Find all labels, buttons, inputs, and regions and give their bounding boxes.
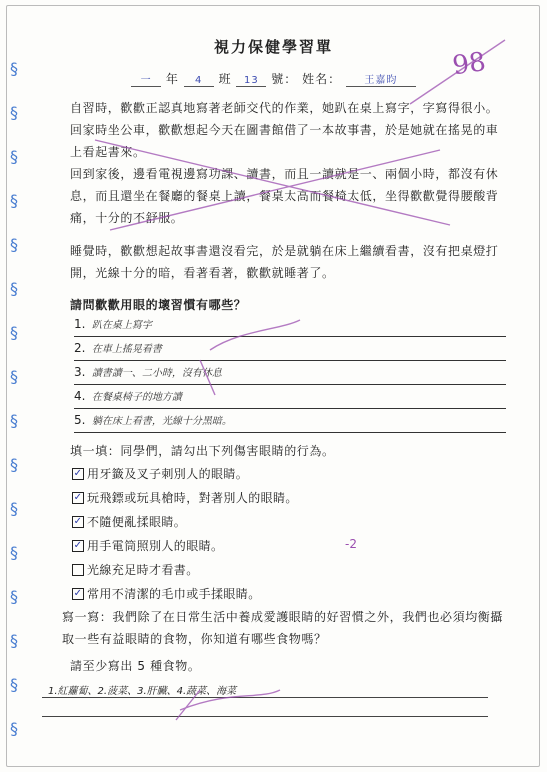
check-item-4: ✓ 用手電筒照別人的眼睛。	[73, 539, 224, 553]
checkbox-2: ✓	[73, 491, 83, 503]
spiral-ring-icon: §	[10, 719, 18, 738]
seat-label: 號：	[271, 72, 298, 86]
check-item-5: 光線充足時才看書。	[72, 561, 199, 578]
margin-deduction: -2	[345, 537, 357, 551]
section-3-label: 寫一寫：我們除了在日常生活中養成愛護眼睛的好習慣之外，我們也必須均衡攝取一些有益眼睛的食物，你知道有哪些食物嗎？	[62, 610, 504, 646]
spiral-ring-icon: §	[10, 587, 18, 606]
spiral-ring-icon: §	[10, 543, 18, 562]
answer-row-5: 5. 躺在床上看書，光線十分黑暗。	[74, 412, 506, 433]
cross-stroke-2	[110, 150, 440, 230]
worksheet-title: 視力保健學習單	[213, 38, 333, 56]
food-answer: 1.紅蘿蔔、2.菠菜、3.肝臟、4.蔬菜、海菜	[48, 686, 237, 697]
section-2-label: 填一填：同學們，請勾出下列傷害眼睛的行為。	[70, 444, 335, 458]
answer-row-3: 3. 讀書讀一、二小時，沒有休息	[74, 364, 506, 385]
checkbox-4: ✓	[73, 539, 83, 551]
seat-value: 13	[236, 75, 266, 87]
spiral-ring-icon: §	[10, 367, 18, 386]
spiral-ring-icon: §	[10, 147, 18, 166]
cross-stroke-1	[95, 140, 450, 225]
spiral-ring-icon: §	[10, 59, 18, 78]
checkbox-6: ✓	[73, 587, 83, 599]
class-value: 4	[184, 75, 214, 87]
answer-row-2: 2. 在車上搖晃看書	[74, 340, 506, 361]
check-item-1: ✓ 用牙籤及叉子刺別人的眼睛。	[73, 467, 249, 481]
spiral-ring-icon: §	[10, 103, 18, 122]
story-paragraph-1: 自習時，歡歡正認真地寫著老師交代的作業，她趴在桌上寫字，字寫得很小。回家時坐公車，歡歡想起今天在圖書館借了一本故事書，於是她就在搖晃的車上看起書來。	[70, 101, 499, 159]
grade-label: 年	[165, 72, 179, 86]
spiral-ring-icon: §	[10, 631, 18, 650]
spiral-ring-icon: §	[10, 279, 18, 298]
name-label: 姓名：	[302, 72, 342, 86]
checkbox-1: ✓	[73, 467, 83, 479]
spiral-ring-icon: §	[10, 675, 18, 694]
checkbox-3: ✓	[73, 515, 83, 527]
spiral-ring-icon: §	[10, 323, 18, 342]
answer-row-1: 1. 趴在桌上寫字	[74, 316, 506, 337]
question-1-label: 請問歡歡用眼的壞習慣有哪些？	[70, 298, 247, 312]
spiral-ring-icon: §	[10, 499, 18, 518]
grade-score: 98	[450, 47, 488, 82]
story-paragraph-2: 回到家後，邊看電視邊寫功課、讀書，而且一讀就是一、兩個小時，都沒有休息，而且還坐在餐廳的餐桌上讀，餐桌太高而餐椅太低，坐得歡歡覺得腰酸背痛，十分的不舒服。	[70, 167, 499, 225]
check-item-6: ✓ 常用不清潔的毛巾或手揉眼睛。	[73, 587, 261, 601]
name-value: 王嘉昀	[346, 71, 416, 87]
check-item-2: ✓ 玩飛鏢或玩具槍時，對著別人的眼睛。	[73, 491, 298, 505]
class-label: 班	[218, 72, 232, 86]
story-paragraph-3: 睡覺時，歡歡想起故事書還沒看完，於是就躺在床上繼續看書，沒有把桌燈打開，光線十分的暗，看著看著，歡歡就睡著了。	[70, 244, 499, 280]
answer-row-4: 4. 在餐桌椅子的地方讀	[74, 388, 506, 409]
check-item-3: ✓ 不隨便亂揉眼睛。	[73, 515, 187, 529]
spiral-ring-icon: §	[10, 455, 18, 474]
spiral-ring-icon: §	[10, 191, 18, 210]
spiral-ring-icon: §	[10, 235, 18, 254]
spiral-ring-icon: §	[10, 411, 18, 430]
grade-value: 一	[131, 71, 161, 87]
section-3-prompt: 請至少寫出 5 種食物。	[70, 659, 201, 673]
